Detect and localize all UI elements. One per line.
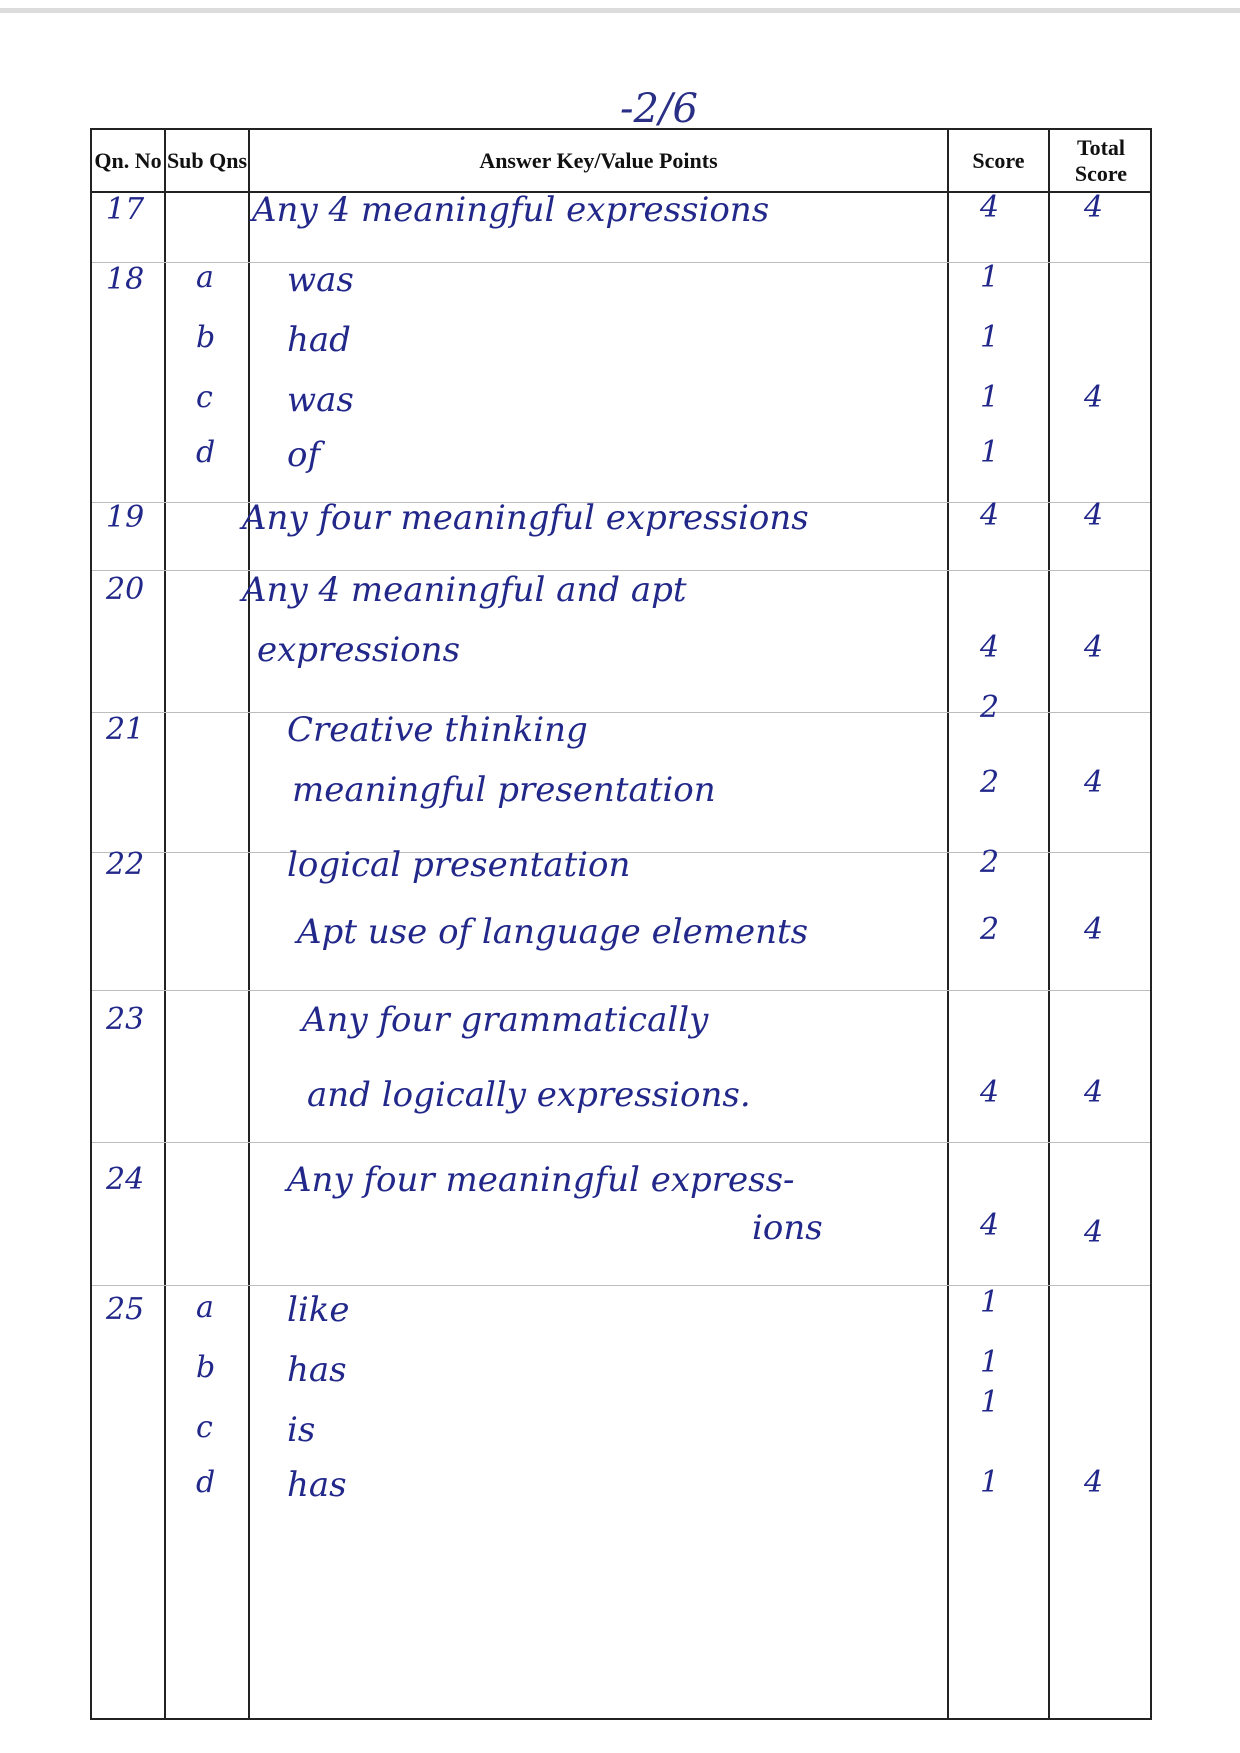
answer-text: ions xyxy=(752,1208,823,1248)
answer-text: logical presentation xyxy=(287,845,631,885)
sub-question-label: b xyxy=(196,320,216,355)
score-value: 4 xyxy=(980,1075,1000,1110)
row-divider xyxy=(92,1142,1150,1143)
total-score-value: 4 xyxy=(1084,630,1104,665)
header-total-score: Total Score xyxy=(1074,135,1128,186)
col-divider xyxy=(248,130,250,1718)
total-score-value: 4 xyxy=(1084,765,1104,800)
answer-text: like xyxy=(287,1290,350,1330)
score-value: 2 xyxy=(980,845,1000,880)
answer-text: Apt use of language elements xyxy=(297,912,809,952)
score-value: 1 xyxy=(980,435,1000,470)
col-divider xyxy=(1048,130,1050,1718)
answer-text: has xyxy=(287,1465,347,1505)
score-value: 4 xyxy=(980,498,1000,533)
answer-text: was xyxy=(287,380,354,420)
score-value: 4 xyxy=(980,190,1000,225)
score-value: 1 xyxy=(980,1345,1000,1380)
question-number: 18 xyxy=(106,262,145,297)
score-value: 2 xyxy=(980,690,1000,725)
answer-text: meaningful presentation xyxy=(292,770,716,810)
header-qn-no: Qn. No xyxy=(94,147,162,173)
question-number: 23 xyxy=(106,1002,145,1037)
sub-question-label: a xyxy=(196,260,214,295)
sub-question-label: a xyxy=(196,1290,214,1325)
score-value: 2 xyxy=(980,765,1000,800)
answer-text: Any four meaningful expressions xyxy=(242,498,809,538)
question-number: 25 xyxy=(106,1292,145,1327)
total-score-value: 4 xyxy=(1084,498,1104,533)
col-divider xyxy=(947,130,949,1718)
answer-text: Any four meaningful express- xyxy=(287,1160,795,1200)
total-score-value: 4 xyxy=(1084,190,1104,225)
answer-text: was xyxy=(287,260,354,300)
question-number: 19 xyxy=(106,500,145,535)
page-number: -2/6 xyxy=(620,86,698,132)
scan-edge xyxy=(0,8,1240,13)
row-divider xyxy=(92,990,1150,991)
total-score-value: 4 xyxy=(1084,912,1104,947)
score-value: 1 xyxy=(980,1385,1000,1420)
sub-question-label: d xyxy=(196,1465,216,1500)
question-number: 24 xyxy=(106,1162,145,1197)
col-divider xyxy=(164,130,166,1718)
sub-question-label: c xyxy=(196,380,213,415)
score-value: 1 xyxy=(980,1465,1000,1500)
question-number: 21 xyxy=(106,712,145,747)
header-score: Score xyxy=(972,147,1025,173)
total-score-value: 4 xyxy=(1084,1465,1104,1500)
answer-text: is xyxy=(287,1410,316,1450)
total-score-value: 4 xyxy=(1084,1215,1104,1250)
score-value: 2 xyxy=(980,912,1000,947)
answer-text: had xyxy=(287,320,351,360)
question-number: 22 xyxy=(106,847,145,882)
total-score-value: 4 xyxy=(1084,380,1104,415)
answer-text: Any 4 meaningful and apt xyxy=(242,570,687,610)
sub-question-label: b xyxy=(196,1350,216,1385)
answer-text: Any four grammatically xyxy=(302,1000,709,1040)
answer-text: Any 4 meaningful expressions xyxy=(252,190,770,230)
header-answer-key: Answer Key/Value Points xyxy=(479,147,718,173)
header-sub-qns: Sub Qns xyxy=(166,147,248,173)
answer-text: and logically expressions. xyxy=(307,1075,751,1115)
score-value: 1 xyxy=(980,320,1000,355)
sub-question-label: d xyxy=(196,435,216,470)
total-score-value: 4 xyxy=(1084,1075,1104,1110)
answer-text: expressions xyxy=(257,630,461,670)
sub-question-label: c xyxy=(196,1410,213,1445)
answer-text: Creative thinking xyxy=(287,710,588,750)
answer-text: of xyxy=(287,435,321,475)
score-value: 1 xyxy=(980,380,1000,415)
score-value: 4 xyxy=(980,630,1000,665)
score-value: 1 xyxy=(980,1285,1000,1320)
score-value: 1 xyxy=(980,260,1000,295)
answer-key-table xyxy=(90,128,1152,1720)
question-number: 17 xyxy=(106,192,145,227)
answer-text: has xyxy=(287,1350,347,1390)
score-value: 4 xyxy=(980,1208,1000,1243)
question-number: 20 xyxy=(106,572,145,607)
